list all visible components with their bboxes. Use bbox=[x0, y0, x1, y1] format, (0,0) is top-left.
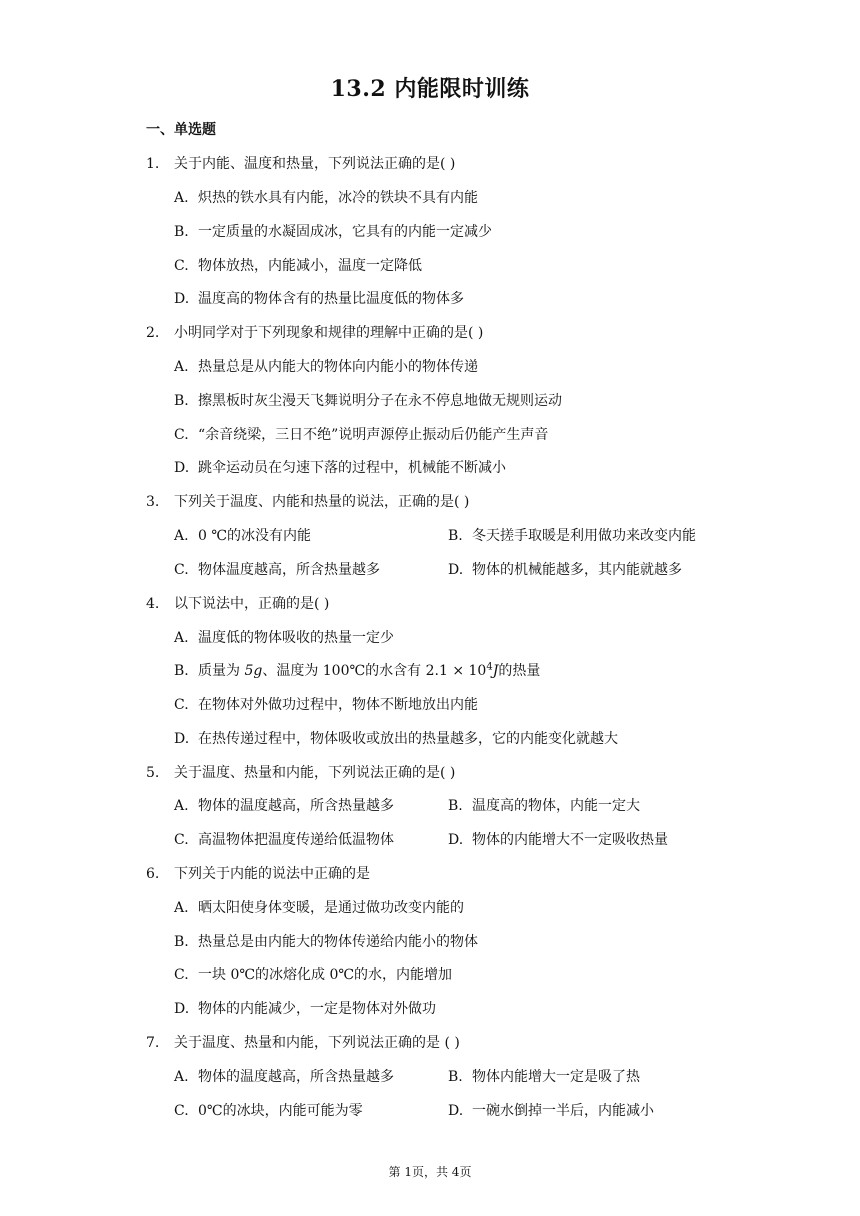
option-letter: D. bbox=[448, 1103, 464, 1119]
question-stem: 关于温度、热量和内能，下列说法正确的是( ) bbox=[174, 765, 456, 781]
option-text: 物体的机械能越多，其内能就越多 bbox=[472, 562, 682, 578]
option-letter: B. bbox=[174, 393, 189, 409]
option-7b bbox=[448, 1066, 640, 1086]
option-4a bbox=[174, 627, 394, 647]
math-unit: J bbox=[492, 663, 499, 679]
question-stem: 下列关于温度、内能和热量的说法，正确的是( ) bbox=[174, 494, 470, 510]
option-letter: A. bbox=[174, 528, 189, 544]
question-number: 1. bbox=[146, 156, 160, 172]
option-text: 物体内能增大一定是吸了热 bbox=[472, 1069, 640, 1085]
option-letter: C. bbox=[174, 967, 189, 983]
option-4d bbox=[174, 728, 618, 748]
option-6a bbox=[174, 897, 464, 917]
question-stem: 小明同学对于下列现象和规律的理解中正确的是( ) bbox=[174, 325, 484, 341]
option-text: 炽热的铁水具有内能，冰冷的铁块不具有内能 bbox=[198, 190, 478, 206]
option-letter: D. bbox=[174, 460, 190, 476]
option-3a bbox=[174, 525, 311, 545]
option-text: 温度低的物体吸收的热量一定少 bbox=[198, 630, 394, 646]
option-letter: A. bbox=[174, 359, 189, 375]
option-letter: C. bbox=[174, 832, 189, 848]
page-footer: 第 1页，共 4页 bbox=[388, 1165, 472, 1179]
option-2d bbox=[174, 457, 506, 477]
option-7c bbox=[174, 1100, 363, 1120]
option-7d bbox=[448, 1100, 654, 1120]
option-text: 一块 0℃的冰熔化成 0℃的水，内能增加 bbox=[198, 967, 453, 983]
option-text: 物体的温度越高，所含热量越多 bbox=[198, 798, 394, 814]
option-text: 在热传递过程中，物体吸收或放出的热量越多，它的内能变化就越大 bbox=[198, 731, 618, 747]
document-title: 13.2 内能限时训练 bbox=[330, 76, 530, 102]
option-letter: C. bbox=[174, 697, 189, 713]
option-3d bbox=[448, 559, 682, 579]
option-5d bbox=[448, 829, 668, 849]
option-letter: A. bbox=[174, 190, 189, 206]
question-7 bbox=[146, 1032, 460, 1052]
math-mass: 5g bbox=[244, 663, 263, 679]
question-1 bbox=[146, 153, 455, 173]
section-heading: 一、单选题 bbox=[146, 122, 216, 138]
option-letter: A. bbox=[174, 630, 189, 646]
option-5a bbox=[174, 795, 394, 815]
option-letter: C. bbox=[174, 427, 189, 443]
question-number: 7. bbox=[146, 1035, 160, 1051]
option-text: 在物体对外做功过程中，物体不断地放出内能 bbox=[198, 697, 478, 713]
option-6b bbox=[174, 931, 478, 951]
question-number: 5. bbox=[146, 765, 160, 781]
option-5b bbox=[448, 795, 640, 815]
question-number: 4. bbox=[146, 596, 160, 612]
option-6d bbox=[174, 998, 436, 1018]
option-text: 物体的内能减少，一定是物体对外做功 bbox=[198, 1001, 436, 1017]
question-6 bbox=[146, 863, 370, 883]
option-text: 物体的温度越高，所含热量越多 bbox=[198, 1069, 394, 1085]
option-1b bbox=[174, 221, 492, 241]
option-text-post: 的热量 bbox=[498, 663, 541, 679]
option-1a bbox=[174, 187, 478, 207]
option-letter: A. bbox=[174, 1069, 189, 1085]
question-stem: 以下说法中，正确的是( ) bbox=[174, 596, 330, 612]
question-stem: 关于内能、温度和热量，下列说法正确的是( ) bbox=[174, 156, 456, 172]
option-letter: C. bbox=[174, 562, 189, 578]
option-text: 高温物体把温度传递给低温物体 bbox=[198, 832, 394, 848]
option-text: 0℃的冰块，内能可能为零 bbox=[198, 1103, 363, 1119]
option-letter: D. bbox=[174, 1001, 190, 1017]
option-letter: B. bbox=[448, 528, 463, 544]
option-text: 一定质量的水凝固成冰，它具有的内能一定减少 bbox=[198, 224, 492, 240]
option-3c bbox=[174, 559, 380, 579]
option-3b bbox=[448, 525, 696, 545]
question-3 bbox=[146, 491, 469, 511]
option-text: 一碗水倒掉一半后，内能减小 bbox=[472, 1103, 654, 1119]
question-number: 2. bbox=[146, 325, 160, 341]
option-2c bbox=[174, 424, 548, 444]
option-text: 跳伞运动员在匀速下落的过程中，机械能不断减小 bbox=[198, 460, 506, 476]
option-text: 温度高的物体，内能一定大 bbox=[472, 798, 640, 814]
option-4b bbox=[174, 660, 540, 680]
option-5c bbox=[174, 829, 394, 849]
option-text-mid: 、温度为 100℃的水含有 2.1 × 10 bbox=[262, 663, 487, 679]
question-stem: 关于温度、热量和内能，下列说法正确的是 ( ) bbox=[174, 1035, 460, 1051]
option-1d bbox=[174, 288, 464, 308]
option-letter: B. bbox=[174, 663, 189, 679]
option-letter: D. bbox=[448, 832, 464, 848]
option-4c bbox=[174, 694, 478, 714]
option-letter: C. bbox=[174, 1103, 189, 1119]
option-2b bbox=[174, 390, 562, 410]
option-letter: A. bbox=[174, 900, 189, 916]
option-2a bbox=[174, 356, 478, 376]
option-text: 晒太阳使身体变暖，是通过做功改变内能的 bbox=[198, 900, 464, 916]
option-letter: B. bbox=[174, 224, 189, 240]
option-text: 物体的内能增大不一定吸收热量 bbox=[472, 832, 668, 848]
question-2 bbox=[146, 322, 483, 342]
option-letter: B. bbox=[174, 934, 189, 950]
option-text-pre: 质量为 bbox=[198, 663, 245, 679]
option-text: 擦黑板时灰尘漫天飞舞说明分子在永不停息地做无规则运动 bbox=[198, 393, 562, 409]
math-exponent: 4 bbox=[486, 661, 493, 673]
question-stem: 下列关于内能的说法中正确的是 bbox=[174, 866, 370, 882]
option-text: 温度高的物体含有的热量比温度低的物体多 bbox=[198, 291, 464, 307]
question-5 bbox=[146, 762, 455, 782]
option-letter: B. bbox=[448, 1069, 463, 1085]
option-letter: A. bbox=[174, 798, 189, 814]
option-letter: B. bbox=[448, 798, 463, 814]
option-6c bbox=[174, 964, 452, 984]
option-letter: D. bbox=[174, 731, 190, 747]
option-letter: D. bbox=[174, 291, 190, 307]
option-text: 物体放热，内能减小，温度一定降低 bbox=[198, 258, 422, 274]
option-text: 冬天搓手取暖是利用做功来改变内能 bbox=[472, 528, 696, 544]
option-letter: D. bbox=[448, 562, 464, 578]
option-text: 0 ℃的冰没有内能 bbox=[198, 528, 312, 544]
question-4 bbox=[146, 593, 329, 613]
option-text: 热量总是由内能大的物体传递给内能小的物体 bbox=[198, 934, 478, 950]
option-7a bbox=[174, 1066, 394, 1086]
question-number: 3. bbox=[146, 494, 160, 510]
option-letter: C. bbox=[174, 258, 189, 274]
option-1c bbox=[174, 255, 422, 275]
option-text: “余音绕梁，三日不绝”说明声源停止振动后仍能产生声音 bbox=[198, 427, 549, 443]
option-text: 热量总是从内能大的物体向内能小的物体传递 bbox=[198, 359, 478, 375]
question-number: 6. bbox=[146, 866, 160, 882]
option-text: 物体温度越高，所含热量越多 bbox=[198, 562, 380, 578]
